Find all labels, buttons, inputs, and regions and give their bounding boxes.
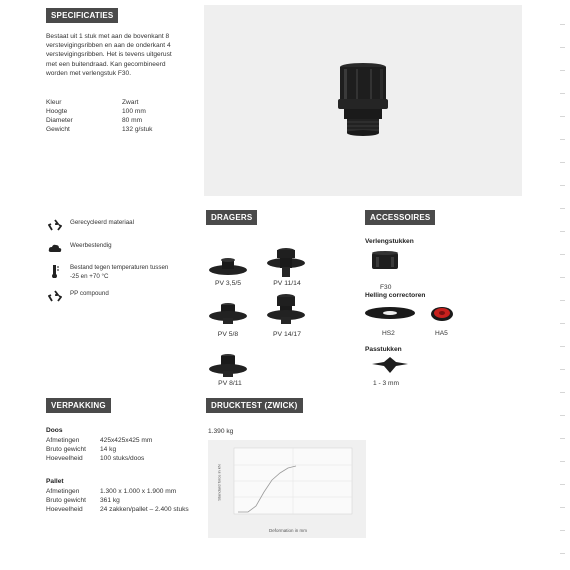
section-header-accessoires: ACCESSOIRES <box>365 210 435 225</box>
drager-label-pv1114: PV 11/14 <box>273 280 301 287</box>
edge-tick <box>560 70 565 71</box>
drucktest-value: 1.390 kg <box>208 428 234 435</box>
verlengstukken-title: Verlengstukken <box>365 238 414 245</box>
edge-tick <box>560 185 565 186</box>
feature-text: -25 en +70 °C <box>70 272 109 280</box>
description-line: met een buitendraad. Kan gecombineerd <box>46 60 166 68</box>
spec-row: Diameter 80 mm <box>46 117 143 124</box>
passtukken-title: Passtukken <box>365 346 402 353</box>
edge-tick <box>560 24 565 25</box>
pedestal-pv1114-image <box>266 245 306 279</box>
shim-image <box>370 356 410 374</box>
spec-row: Kleur Zwart <box>46 99 139 106</box>
doos-row: Hoeveelheid 100 stuks/doos <box>46 455 145 462</box>
edge-tick <box>560 530 565 531</box>
section-header-verpakking: VERPAKKING <box>46 398 111 413</box>
edge-tick <box>560 415 565 416</box>
doos-title: Doos <box>46 427 63 434</box>
page-edge-ticks <box>550 0 570 570</box>
doos-row: Afmetingen 425x425x425 mm <box>46 437 153 444</box>
product-description <box>46 32 196 78</box>
helling-label-hs2: HS2 <box>382 330 395 337</box>
edge-tick <box>560 392 565 393</box>
drager-label-pv35: PV 3,5/5 <box>214 280 242 287</box>
slope-corrector-ha5-image <box>430 306 454 322</box>
pallet-row: Afmetingen 1.300 x 1.000 x 1.900 mm <box>46 488 177 495</box>
pedestal-pv1417-image <box>266 293 306 325</box>
cloud-icon <box>48 242 62 254</box>
product-image <box>204 5 522 196</box>
edge-tick <box>560 47 565 48</box>
section-header-dragers: DRAGERS <box>206 210 257 225</box>
description-line: verstevigingsribben en aan de onderkant 4 <box>46 42 171 50</box>
pallet-row: Hoeveelheid 24 zakken/pallet – 2.400 stuks <box>46 506 189 513</box>
pallet-title: Pallet <box>46 478 64 485</box>
chart-ylabel: Standard force in kN <box>216 464 222 501</box>
pallet-row: Bruto gewicht 361 kg <box>46 497 120 504</box>
edge-tick <box>560 507 565 508</box>
recycle-icon <box>48 219 62 231</box>
section-header-drucktest: DRUCKTEST (ZWICK) <box>206 398 303 413</box>
feature-text: Gerecycleerd materiaal <box>70 219 134 226</box>
description-line: verstevigingsribben. Het is tevens uitgerust <box>46 51 172 59</box>
edge-tick <box>560 277 565 278</box>
description-line: Bestaat uit 1 stuk met aan de bovenkant 8 <box>46 33 170 40</box>
recycle-icon <box>48 290 62 302</box>
edge-tick <box>560 231 565 232</box>
edge-tick <box>560 438 565 439</box>
edge-tick <box>560 139 565 140</box>
thermometer-icon <box>48 264 62 278</box>
compression-curve <box>208 440 366 538</box>
feature-text: Bestand tegen temperaturen tussen <box>70 264 169 271</box>
edge-tick <box>560 461 565 462</box>
edge-tick <box>560 346 565 347</box>
doos-row: Bruto gewicht 14 kg <box>46 446 117 453</box>
edge-tick <box>560 254 565 255</box>
drager-label-pv1417: PV 14/17 <box>273 331 301 338</box>
edge-tick <box>560 116 565 117</box>
spec-table <box>46 98 152 134</box>
spec-row: Gewicht 132 g/stuk <box>46 126 153 133</box>
edge-tick <box>560 484 565 485</box>
pallet-table <box>46 487 189 514</box>
passtuk-label: 1 - 3 mm <box>373 380 400 387</box>
product-image-panel <box>204 5 522 196</box>
pedestal-pv811-image <box>208 352 248 378</box>
pedestal-pv58-image <box>208 300 248 326</box>
chart-xlabel: Deformation in mm <box>268 528 307 533</box>
pedestal-pv35-image <box>208 257 248 277</box>
edge-tick <box>560 208 565 209</box>
section-header-specificaties: SPECIFICATIES <box>46 8 118 23</box>
helling-title: Helling correctoren <box>365 292 426 299</box>
spec-row: Hoogte 100 mm <box>46 108 146 115</box>
extension-f30-image <box>368 251 402 273</box>
edge-tick <box>560 369 565 370</box>
description-line: worden met verlengstuk F30. <box>46 69 132 77</box>
helling-label-ha5: HA5 <box>435 330 448 337</box>
feature-text: Weerbestendig <box>70 242 112 249</box>
edge-tick <box>560 162 565 163</box>
edge-tick <box>560 93 565 94</box>
edge-tick <box>560 300 565 301</box>
edge-tick <box>560 553 565 554</box>
drager-label-pv58: PV 5/8 <box>217 331 239 338</box>
slope-corrector-hs2-image <box>364 306 416 320</box>
verlengstuk-label: F30 <box>380 284 392 291</box>
feature-text: PP compound <box>70 290 109 297</box>
compression-test-chart <box>208 440 366 538</box>
edge-tick <box>560 323 565 324</box>
drager-label-pv811: PV 8/11 <box>218 380 242 387</box>
doos-table <box>46 436 152 463</box>
